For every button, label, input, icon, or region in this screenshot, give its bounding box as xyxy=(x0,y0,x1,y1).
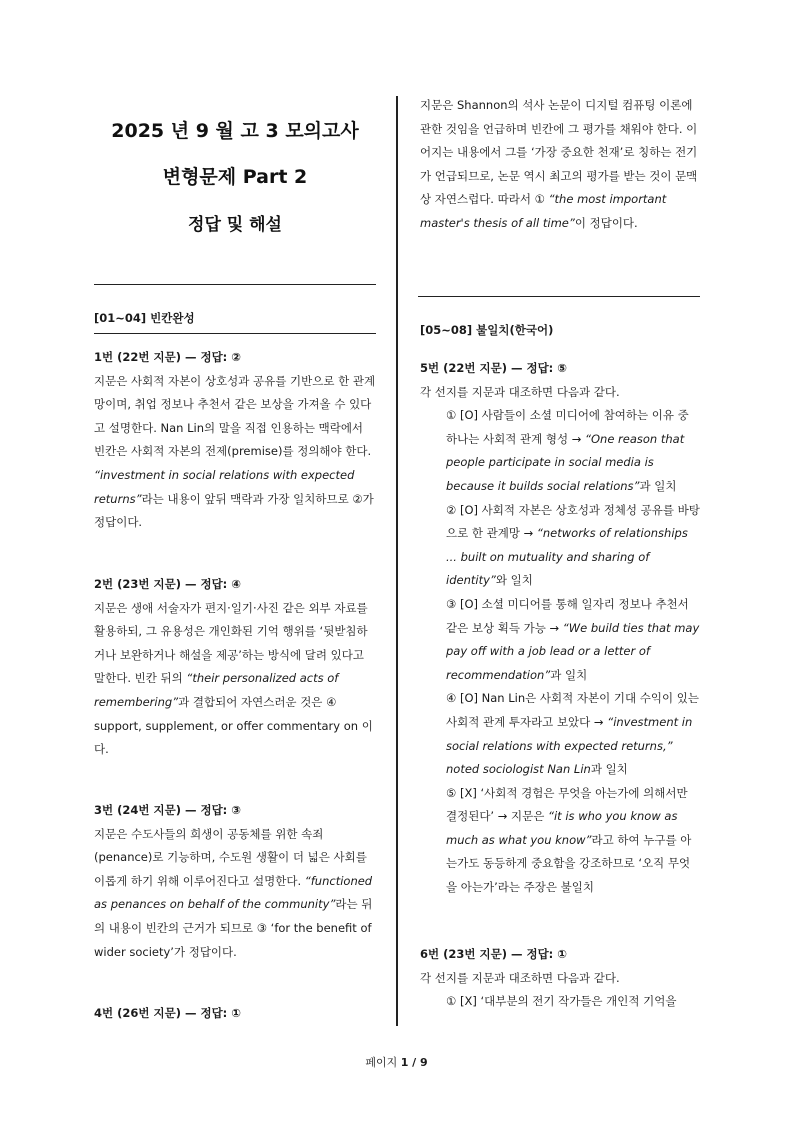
section-heading-05-08: [05~08] 불일치(한국어) xyxy=(420,323,554,337)
option-item: ⑤ [X] ‘사회적 경험은 무엇을 아는가에 의해서만 결정된다’ → 지문은 “it is who you know as much as what you know”라고 하여 누구를 아는가도 동등하게 중요함을 강조하므로 ‘오직 무엇을 아는가’라는 주장은 불일치 xyxy=(446,785,692,895)
option-item: ④ [O] Nan Lin은 사회적 자본이 기대 수익이 있는 사회적 관계 투자라고 보았다 → “investment in social relations with expected returns,” noted sociologist Nan Lin과 일치 xyxy=(446,691,699,777)
answer-q6 xyxy=(420,943,700,1014)
answer-q2 xyxy=(94,573,376,762)
section-heading-01-04: [01~04] 빈칸완성 xyxy=(94,311,195,325)
answer-q5 xyxy=(420,357,700,900)
page-total: 9 xyxy=(420,1056,428,1069)
doc-title-line1: 2025 년 9 월 고 3 모의고사 xyxy=(111,120,359,142)
option-item: ③ [O] 소셜 미디어를 통해 일자리 정보나 추천서 같은 보상 획득 가능 → “We build ties that may pay off with a job lead or a letter of recommendation”과 일치 xyxy=(446,596,700,682)
section-rule-left xyxy=(94,333,376,334)
answer-head-q6: 6번 (23번 지문) — 정답: ① xyxy=(420,947,568,961)
intro-q6: 각 선지를 지문과 대조하면 다음과 같다. xyxy=(420,970,620,985)
answer-head-q4: 4번 (26번 지문) — 정답: ① xyxy=(94,1006,242,1020)
answer-head-q3: 3번 (24번 지문) — 정답: ③ xyxy=(94,803,242,817)
footer-prefix: 페이지 xyxy=(365,1056,401,1069)
page-current: 1 xyxy=(400,1056,409,1069)
doc-title-line3: 정답 및 해설 xyxy=(188,215,282,235)
answer-q4-continued xyxy=(420,94,700,236)
option-item: ① [O] 사람들이 소셜 미디어에 참여하는 이유 중 하나는 사회적 관계 형성 → “One reason that people participate in social media is because it builds social relations”과 일치 xyxy=(446,408,689,493)
answer-q4 xyxy=(94,1002,376,1026)
column-divider xyxy=(396,96,398,1026)
explanation-q3: 지문은 수도사들의 희생이 공동체를 위한 속죄(penance)로 기능하며, 수도원 생활이 더 넓은 사회를 이롭게 하기 위해 이루어진다고 설명한다. “functioned as penances on behalf of the community”라는 뒤의 내용이 빈칸의 근거가 되므로 ③ ‘for the benefit of wider society’가 정답이다. xyxy=(94,826,373,959)
section-rule-right-top xyxy=(418,296,700,297)
intro-q5: 각 선지를 지문과 대조하면 다음과 같다. xyxy=(420,384,620,399)
page-separator: / xyxy=(408,1056,421,1069)
answer-head-q2: 2번 (23번 지문) — 정답: ④ xyxy=(94,577,242,591)
explanation-q1: 지문은 사회적 자본이 상호성과 공유를 기반으로 한 관계망이며, 취업 정보나 추천서 같은 보상을 가져올 수 있다고 설명한다. Nan Lin의 말을 직접 인용하는 맥락에서 빈칸은 사회적 자본의 전제(premise)를 정의해야 한다. “investment in social relations with expected returns”라는 내용이 앞뒤 맥락과 가장 일치하므로 ②가 정답이다. xyxy=(94,373,376,530)
answer-q3 xyxy=(94,799,376,964)
answer-q1 xyxy=(94,346,376,535)
page-footer xyxy=(0,1054,793,1070)
explanation-q2: 지문은 생애 서술자가 편지·일기·사진 같은 외부 자료를 활용하되, 그 유용성은 개인화된 기억 행위를 ‘뒷받침하거나 보완하거나 해설을 제공’하는 방식에 달려 있다고 말한다. 빈칸 뒤의 “their personalized acts of remembering”과 결합되어 자연스러운 것은 ④ support, supplement, or offer commentary on 이다. xyxy=(94,600,373,757)
answer-head-q5: 5번 (22번 지문) — 정답: ⑤ xyxy=(420,361,568,375)
option-item: ① [X] ‘대부분의 전기 작가들은 개인적 기억을 xyxy=(446,994,677,1009)
doc-title-line2: 변형문제 Part 2 xyxy=(162,166,308,188)
answer-head-q1: 1번 (22번 지문) — 정답: ② xyxy=(94,350,242,364)
option-item: ② [O] 사회적 자본은 상호성과 정체성 공유를 바탕으로 한 관계망 → “networks of relationships ... built on mutuality and sharing of identity”와 일치 xyxy=(446,502,700,588)
title-rule xyxy=(94,284,376,285)
explanation-q4: 지문은 Shannon의 석사 논문이 디지털 컴퓨팅 이론에 관한 것임을 언급하며 빈칸에 그 평가를 채워야 한다. 이어지는 내용에서 그를 ‘가장 중요한 천재’로 칭하는 전기가 언급되므로, 논문 역시 최고의 평가를 받는 것이 문맥상 자연스럽다. 따라서 ① “the most important master's thesis of all time”이 정답이다. xyxy=(420,98,698,230)
